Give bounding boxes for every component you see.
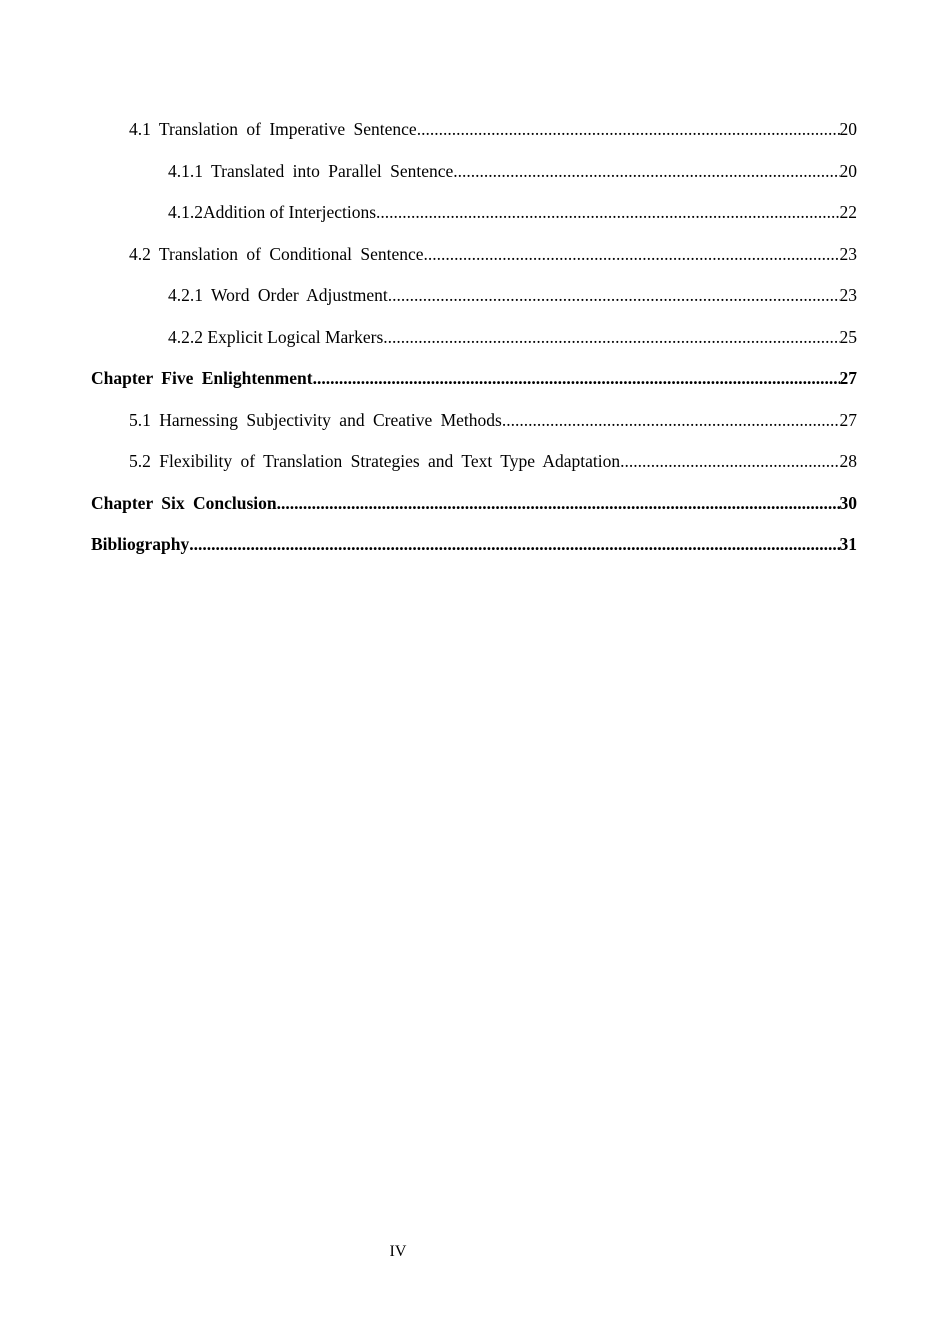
toc-entry-page: 23 <box>839 285 857 305</box>
toc-dot-leader <box>620 449 839 473</box>
toc-entry-title: 4.1 Translation of Imperative Sentence <box>129 119 417 139</box>
toc-entry-page: 20 <box>839 119 857 139</box>
toc-entry[interactable] <box>91 449 857 491</box>
toc-dot-leader <box>388 283 840 307</box>
toc-entry-page: 31 <box>839 534 857 554</box>
toc-entry-title: 4.2 Translation of Conditional Sentence <box>129 243 424 264</box>
toc-chapter-entry[interactable] <box>91 366 857 408</box>
toc-entry-page: 30 <box>839 492 857 513</box>
toc-dot-leader <box>424 242 840 266</box>
toc-dot-leader <box>376 200 839 224</box>
toc-entry-page: 27 <box>839 368 857 388</box>
toc-dot-leader <box>313 366 840 390</box>
toc-entry-title: 4.2.2 Explicit Logical Markers <box>168 326 384 347</box>
toc-dot-leader <box>383 325 839 349</box>
toc-entry-title: 5.2 Flexibility of Translation Strategies and Text Type Adaptation <box>129 451 621 471</box>
toc-entry-page: 22 <box>839 202 857 222</box>
toc-entry[interactable] <box>91 159 857 201</box>
toc-entry[interactable] <box>91 200 857 242</box>
toc-entry-title: Chapter Six Conclusion <box>91 492 277 513</box>
toc-dot-leader <box>453 159 839 183</box>
toc-entry-page: 28 <box>839 451 857 471</box>
toc-entry[interactable] <box>91 325 857 367</box>
toc-entry-page: 23 <box>839 243 857 264</box>
toc-dot-leader <box>277 491 840 515</box>
toc-entry[interactable] <box>91 283 857 325</box>
page-number: IV <box>389 1243 407 1260</box>
table-of-contents <box>91 117 857 574</box>
toc-chapter-entry[interactable] <box>91 532 857 574</box>
toc-entry-page: 27 <box>839 409 857 430</box>
toc-entry-title: 4.1.1 Translated into Parallel Sentence <box>168 160 454 181</box>
toc-entry-title: Bibliography <box>91 534 190 554</box>
toc-entry[interactable] <box>91 408 857 450</box>
toc-entry-title: 4.2.1 Word Order Adjustment <box>168 285 388 305</box>
toc-entry[interactable] <box>91 117 857 159</box>
toc-dot-leader <box>189 532 839 556</box>
toc-entry-page: 25 <box>839 326 857 347</box>
toc-entry-page: 20 <box>839 160 857 181</box>
toc-dot-leader <box>502 408 840 432</box>
toc-entry[interactable] <box>91 242 857 284</box>
toc-entry-title: 5.1 Harnessing Subjectivity and Creative Methods <box>129 409 502 430</box>
toc-entry-title: 4.1.2Addition of Interjections <box>168 202 377 222</box>
toc-chapter-entry[interactable] <box>91 491 857 533</box>
toc-dot-leader <box>417 117 840 141</box>
toc-entry-title: Chapter Five Enlightenment <box>91 368 313 388</box>
